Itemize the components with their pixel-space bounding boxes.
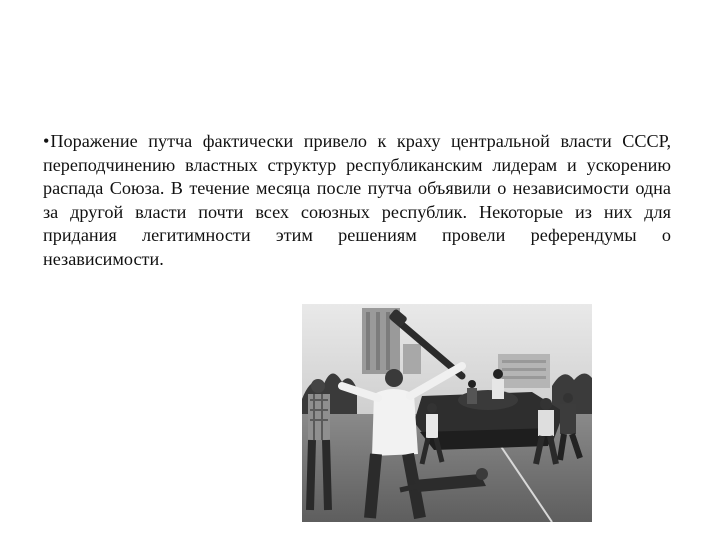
slide-paragraph: [43, 130, 671, 272]
bullet-mark: •: [43, 131, 50, 151]
protest-tank-photo: [302, 304, 592, 522]
man-head: [385, 369, 403, 387]
paragraph-text: Поражение путча фактически привело к краху центральной власти СССР, переподчинению властных структур республиканским лидерам и ускорению распада Союза. В течение месяца после путча объявили о независимости одна за другой власти почти всех союзных республик. Некоторые из них для придания легитимности этим решениям провели референдумы о независимости.: [43, 131, 671, 269]
